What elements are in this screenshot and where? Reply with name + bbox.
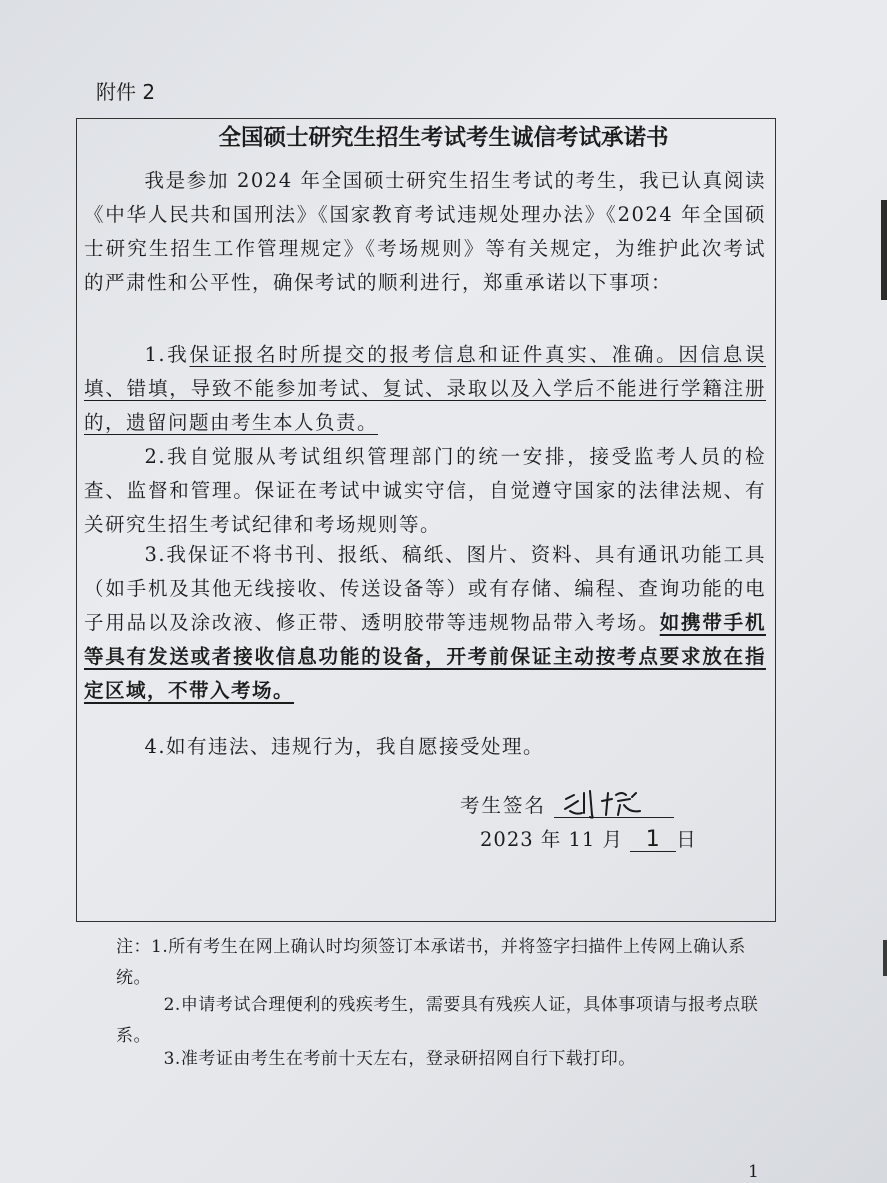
page-title: 全国硕士研究生招生考试考生诚信考试承诺书 [218, 125, 669, 151]
date-day-suffix: 日 [676, 828, 697, 851]
page-number: 1 [748, 1162, 759, 1182]
item-3-text: 3.我保证不将书刊、报纸、稿纸、图片、资料、具有通讯功能工具（如手机及其他无线接收、传送设备等）或有存储、编程、查询功能的电子用品以及涂改液、修正带、透明胶带等违规物品带入考场。 [84, 543, 766, 634]
date-day-value: 1 [645, 827, 661, 852]
handwritten-signature [560, 785, 670, 821]
item-1-underlined-text: 保证报名时所提交的报考信息和证件真实、准确。因信息误填、错填，导致不能参加考试、复试、录取以及入学后不能进行学籍注册的，遗留问题由考生本人负责。 [84, 343, 766, 434]
date-year-month: 2023 年 11 月 [480, 828, 624, 851]
commitment-item-3 [84, 538, 766, 708]
signature-label: 考生签名 [460, 794, 547, 817]
signature-line [460, 790, 674, 818]
intro-paragraph: 我是参加 2024 年全国硕士研究生招生考试的考生，我已认真阅读《中华人民共和国刑法》《国家教育考试违规处理办法》《2024 年全国硕士研究生招生工作管理规定》《考场规则》等有关规定，为维护此次考试的严肃性和公平性，确保考试的顺利进行，郑重承诺以下事项： [84, 169, 766, 294]
page-edge-shadow [883, 940, 887, 976]
date-day-field [630, 829, 676, 852]
commitment-item-4: 4.如有违法、违规行为，我自愿接受处理。 [144, 735, 545, 758]
commitment-item-1 [84, 338, 766, 440]
commitment-item-2: 2.我自觉服从考试组织管理部门的统一安排，接受监考人员的检查、监督和管理。保证在考试中诚实守信，自觉遵守国家的法律法规、有关研究生招生考试纪律和考场规则等。 [84, 445, 766, 536]
date-line [480, 824, 697, 852]
item-1-prefix: 1.我 [144, 343, 190, 366]
item-3-bold-underlined-text: 如携带手机等具有发送或者接收信息功能的设备，开考前保证主动按考点要求放在指定区域，不带入考场。 [84, 611, 766, 702]
note-2: 2.申请考试合理便利的残疾考生，需要具有残疾人证，具体事项请与报考点联系。 [116, 995, 759, 1046]
note-3: 3.准考证由考生在考前十天左右，登录研招网自行下载打印。 [163, 1049, 636, 1069]
note-1: 注：1.所有考生在网上确认时均须签订本承诺书，并将签字扫描件上传网上确认系统。 [116, 937, 746, 988]
signature-field [554, 797, 674, 818]
attachment-label: 附件 2 [96, 80, 156, 104]
page-edge-shadow [881, 200, 887, 300]
